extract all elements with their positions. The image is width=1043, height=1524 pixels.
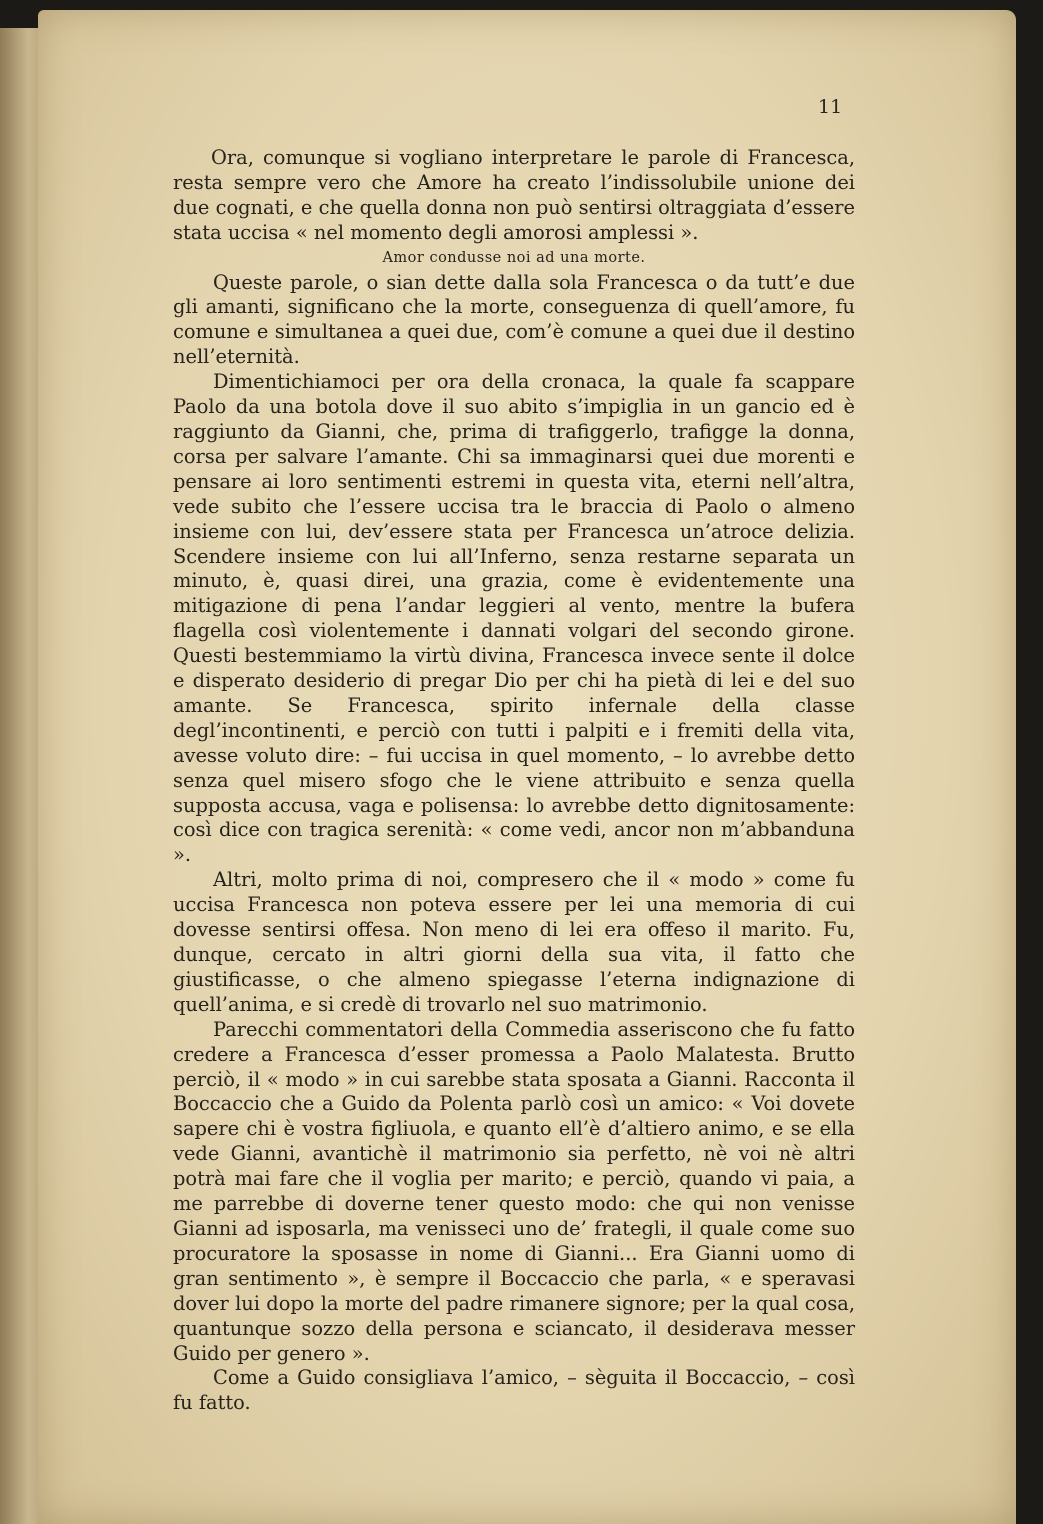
paragraph-4: Altri, molto prima di noi, compresero che il « modo » come fu uccisa Francesca non poteva essere per lei una memoria di cui dovesse sentirsi offesa. Non meno di lei era offeso il marito. Fu, dunque, cercato in altri giorni della sua vita, il fatto che giustificasse, o che almeno spiegasse l’eterna indignazione di quell’anima, e si credè di trovarlo nel suo matrimonio. [173, 868, 855, 1016]
verse-quote: Amor condusse noi ad una morte. [382, 249, 646, 266]
paragraph-6: Come a Guido consigliava l’amico, – sèguita il Boccaccio, – così fu fatto. [173, 1366, 855, 1415]
paragraph-3: Dimentichiamoci per ora della cronaca, la quale fa scappare Paolo da una botola dove il suo abito s’impiglia in un gancio ed è raggiunto da Gianni, che, prima di trafiggerlo, trafigge la donna, corsa per salvare l’amante. Chi sa immaginarsi quei due morenti e pensare ai loro sentimenti estremi in questa vita, eterni nell’altra, vede subito che l’essere uccisa tra le braccia di Paolo o almeno insieme con lui, dev’essere stata per Francesca un’atroce delizia. Scendere insieme con lui all’Inferno, senza restarne separata un minuto, è, quasi direi, una grazia, come è evidentemente una mitigazione di pena l’andar leggieri al vento, mentre la bufera flagella così violentemente i dannati volgari del secondo girone. Questi bestemmiamo la virtù divina, Francesca invece sente il dolce e disperato desiderio di pregar Dio per chi ha pietà di lei e del suo amante. Se Francesca, spirito infernale della classe degl’incontinenti, e perciò con tutti i palpiti e i fremiti della vita, avesse voluto dire: – fui uccisa in quel momento, – lo avrebbe detto senza quel misero sfogo che le viene attribuito e senza quella supposta accusa, vaga e polisensa: lo avrebbe detto dignitosamente: così dice con tragica serenità: « come vedi, ancor non m’abbanduna ». [173, 370, 855, 867]
body-text [173, 146, 855, 1416]
paragraph-5: Parecchi commentatori della Commedia asseriscono che fu fatto credere a Francesca d’esser promessa a Paolo Malatesta. Brutto perciò, il « modo » in cui sarebbe stata sposata a Gianni. Racconta il Boccaccio che a Guido da Polenta parlò così un amico: « Voi dovete sapere chi è vostra figliuola, e quanto ell’è d’altiero animo, e se ella vede Gianni, avantichè il matrimonio sia perfetto, nè voi nè altri potrà mai fare che il voglia per marito; e perciò, quando vi paia, a me parrebbe di doverne tener questo modo: che qui non venisse Gianni ad isposarla, ma venisseci uno de’ frategli, il quale come suo procuratore la sposasse in nome di Gianni... Era Gianni uomo di gran sentimento », è sempre il Boccaccio che parla, « e speravasi dover lui dopo la morte del padre rimanere signore; per la qual cosa, quantunque sozzo della persona e sciancato, il desiderava messer Guido per genero ». [173, 1017, 855, 1365]
paragraph-1: Ora, comunque si vogliano interpretare le parole di Francesca, resta sempre vero che Amore ha creato l’indissolubile unione dei due cognati, e che quella donna non può sentirsi oltraggiata d’essere stata uccisa « nel momento degli amorosi amplessi ». [173, 146, 855, 244]
paragraph-2: Queste parole, o sian dette dalla sola Francesca o da tutt’e due gli amanti, significano che la morte, conseguenza di quell’amore, fu comune e simultanea a quei due, com’è comune a quei due il destino nell’eternità. [173, 270, 855, 369]
page-number: 11 [818, 96, 843, 118]
